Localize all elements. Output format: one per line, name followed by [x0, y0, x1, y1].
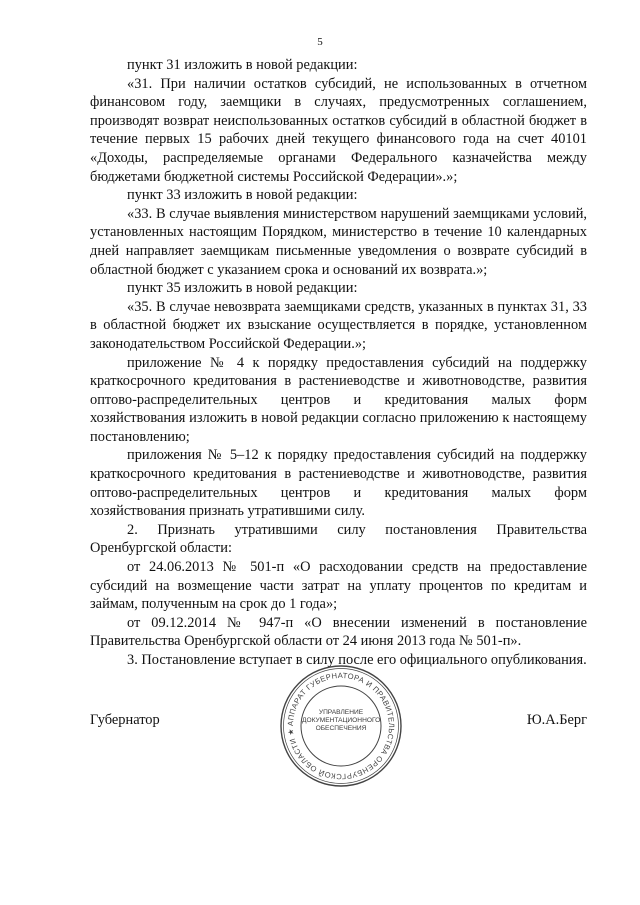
stamp-line-3: ОБЕСПЕЧЕНИЯ — [315, 725, 367, 732]
signatory-name: Ю.А.Берг — [526, 712, 587, 728]
paragraph-7: приложение № 4 к порядку предоставления субсидий на поддержку краткосрочного кредитования в растениеводстве и животноводстве, развития оптово-распределительных центров и кредитования малых форм хозяйствования изложить в новой редакции согласно приложению к настоящему постановлению; — [90, 354, 587, 445]
paragraph-12: 3. Постановление вступает в силу после его официального опубликования. — [127, 652, 587, 668]
paragraph-4: «33. В случае выявления министерством нарушений заемщиками условий, установленных настоящим Порядком, министерство в течение 10 календарных дней направляет заемщикам письменные уведомления о возврате субсидий в областной бюджет с указанием срока и оснований их возврата.»; — [90, 205, 587, 278]
paragraph-9: 2. Признать утратившими силу постановления Правительства Оренбургской области: — [90, 521, 587, 557]
stamp-line-1: УПРАВЛЕНИЕ — [318, 709, 364, 716]
document-body — [90, 56, 587, 670]
paragraph-2: «31. При наличии остатков субсидий, не использованных в отчетном финансовом году, заемщики в случаях, предусмотренных соглашением, производят возврат неиспользованных остатков субсидий в областной бюджет в течение первых 15 рабочих дней текущего финансового года на счет 40101 «Доходы, распределяемые органами Федерального казначейства между бюджетами бюджетной системы Российской Федерации».»; — [90, 75, 587, 185]
stamp-line-2: ДОКУМЕНТАЦИОННОГО — [302, 717, 381, 724]
signatory-position: Губернатор — [90, 712, 160, 728]
page-number: 5 — [317, 36, 323, 48]
paragraph-11: от 09.12.2014 № 947-п «О внесении изменений в постановление Правительства Оренбургской области от 24 июня 2013 года № 501-п». — [90, 614, 587, 650]
paragraph-5: пункт 35 изложить в новой редакции: — [127, 280, 358, 297]
paragraph-3: пункт 33 изложить в новой редакции: — [127, 187, 358, 204]
paragraph-8: приложения № 5–12 к порядку предоставления субсидий на поддержку краткосрочного кредитования в растениеводстве и животноводстве, развития оптово-распределительных центров и кредитования малых форм хозяйствования признать утратившими силу. — [90, 447, 587, 520]
paragraph-1: пункт 31 изложить в новой редакции: — [127, 57, 358, 73]
stamp-center-text — [302, 709, 380, 745]
paragraph-10: от 24.06.2013 № 501-п «О расходовании средств на предоставление субсидий на возмещение части затрат на уплату процентов по кредитам и займам, полученным на срок до 1 года»; — [90, 559, 587, 613]
stamp-ring-text: АППАРАТ ГУБЕРНАТОРА И ПРАВИТЕЛЬСТВА ОРЕНБУРГСКОЙ ОБЛАСТИ ★ — [285, 670, 397, 782]
paragraph-6: «35. В случае невозврата заемщиками средств, указанных в пунктах 31, 33 в областной бюджет их взыскание осуществляется в порядке, установленном законодательством Российской Федерации.»; — [90, 298, 587, 352]
official-stamp — [278, 663, 404, 789]
